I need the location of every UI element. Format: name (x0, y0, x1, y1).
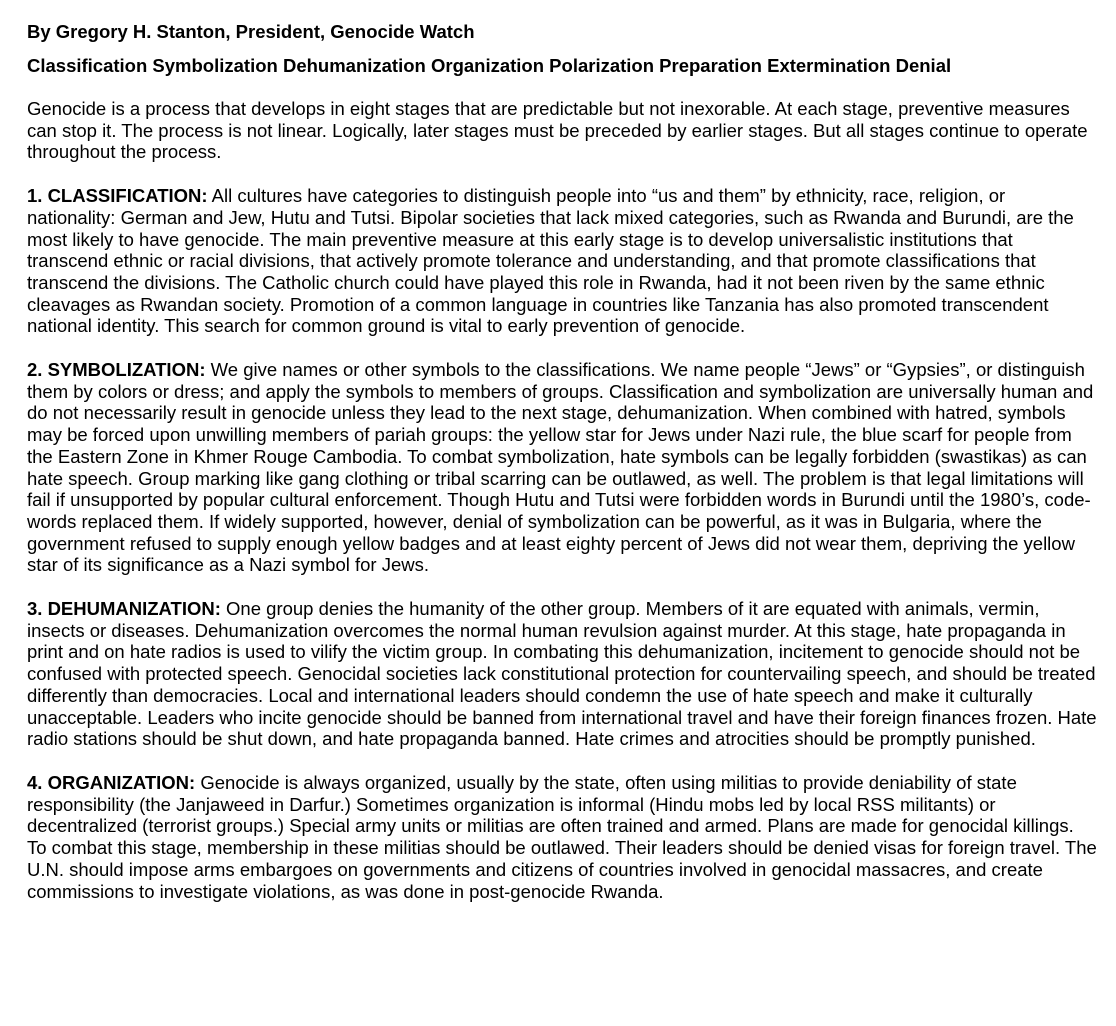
section-heading: 3. DEHUMANIZATION: (27, 598, 221, 620)
section-symbolization (27, 359, 1097, 576)
section-classification (27, 185, 1097, 337)
section-heading: 2. SYMBOLIZATION: (27, 359, 206, 381)
section-body: All cultures have categories to distinguish people into “us and them” by ethnicity, race, religion, or nationality: German and Jew, Hutu and Tutsi. Bipolar societies that lack mixed categories, such as Rwanda and Burundi, are the most likely to have genocide. The main preventive measure at this early stage is to develop universalistic institutions that transcend ethnic or racial divisions, that actively promote tolerance and understanding, and that promote classifications that transcend the divisions. The Catholic church could have played this role in Rwanda, had it not been riven by the same ethnic cleavages as Rwandan society. Promotion of a common language in countries like Tanzania has also promoted transcendent national identity. This search for common ground is vital to early prevention of genocide. (27, 185, 1074, 337)
intro-paragraph: Genocide is a process that develops in eight stages that are predictable but not inexorable. At each stage, preventive measures can stop it. The process is not linear. Logically, later stages must be preceded by earlier stages. But all stages continue to operate throughout the process. (27, 98, 1088, 163)
document-page (27, 20, 1097, 924)
section-body: We give names or other symbols to the classifications. We name people “Jews” or “Gypsies”, or distinguish them by colors or dress; and apply the symbols to members of groups. Classification and symbolization are universally human and do not necessarily result in genocide unless they lead to the next stage, dehumanization. When combined with hatred, symbols may be forced upon unwilling members of pariah groups: the yellow star for Jews under Nazi rule, the blue scarf for people from the Eastern Zone in Khmer Rouge Cambodia. To combat symbolization, hate symbols can be legally forbidden (swastikas) as can hate speech. Group marking like gang clothing or tribal scarring can be outlawed, as well. The problem is that legal limitations will fail if unsupported by popular cultural enforcement. Though Hutu and Tutsi were forbidden words in Burundi until the 1980’s, code-words replaced them. If widely supported, however, denial of symbolization can be powerful, as it was in Bulgaria, where the government refused to supply enough yellow badges and at least eighty percent of Jews did not wear them, depriving the yellow star of its significance as a Nazi symbol for Jews. (27, 359, 1094, 576)
stages-list-heading: Classification Symbolization Dehumanization Organization Polarization Preparation Extermination Denial (27, 55, 952, 76)
section-body: Genocide is always organized, usually by the state, often using militias to provide deniability of state responsibility (the Janjaweed in Darfur.) Sometimes organization is informal (Hindu mobs led by local RSS militants) or decentralized (terrorist groups.) Special army units or militias are often trained and armed. Plans are made for genocidal killings. To combat this stage, membership in these militias should be outlawed. Their leaders should be denied visas for foreign travel. The U.N. should impose arms embargoes on governments and citizens of countries involved in genocidal massacres, and create commissions to investigate violations, as was done in post-genocide Rwanda. (27, 771, 1097, 902)
section-body: One group denies the humanity of the other group. Members of it are equated with animals, vermin, insects or diseases. Dehumanization overcomes the normal human revulsion against murder. At this stage, hate propaganda in print and on hate radios is used to vilify the victim group. In combating this dehumanization, incitement to genocide should not be confused with protected speech. Genocidal societies lack constitutional protection for countervailing speech, and should be treated differently than democracies. Local and international leaders should condemn the use of hate speech and make it culturally unacceptable. Leaders who incite genocide should be banned from international travel and have their foreign finances frozen. Hate radio stations should be shut down, and hate propaganda banned. Hate crimes and atrocities should be promptly punished. (27, 598, 1097, 750)
section-dehumanization (27, 598, 1097, 750)
section-heading: 1. CLASSIFICATION: (27, 185, 208, 207)
section-heading: 4. ORGANIZATION: (27, 771, 196, 793)
author-byline: By Gregory H. Stanton, President, Genocide Watch (27, 21, 475, 42)
section-organization (27, 772, 1097, 902)
